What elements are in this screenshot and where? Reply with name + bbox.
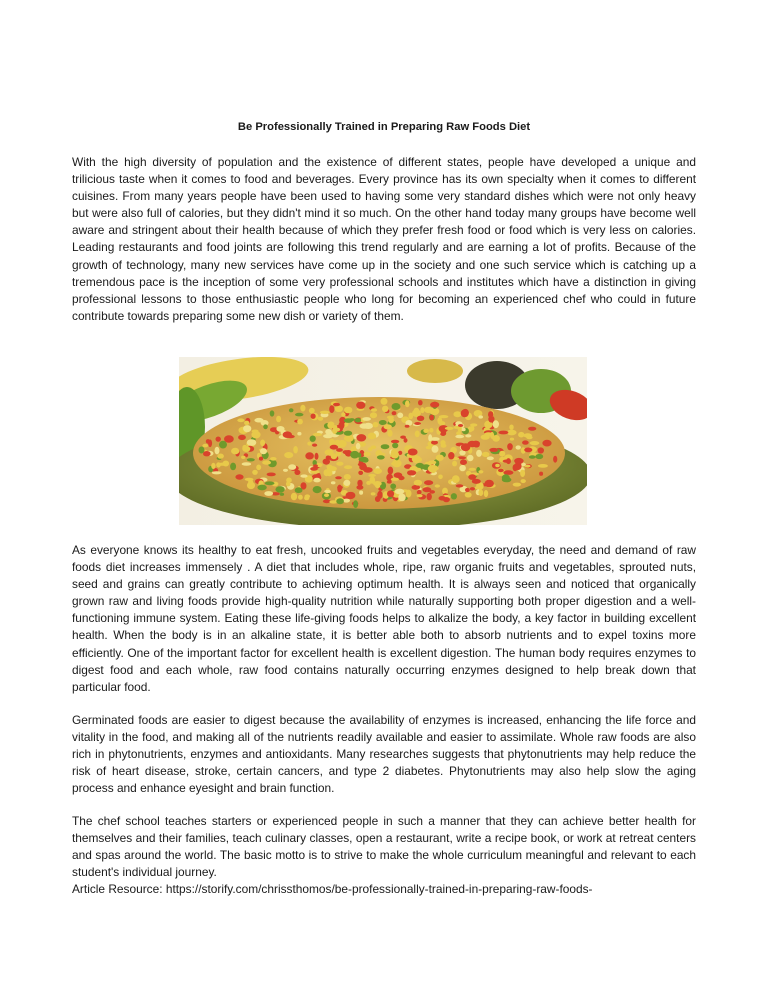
article-resource-link[interactable]: Article Resource: https://storify.com/chrissthomos/be-professionally-trained-in-preparing-raw-foods-	[72, 882, 593, 896]
paragraph-raw-diet: As everyone knows its healthy to eat fresh, uncooked fruits and vegetables everyday, the need and demand of raw foods diet increases immensely . A diet that includes whole, ripe, raw organic fruits and vegetables, sprouted nuts, seed and grains can greatly contribute to achieving optimum health. It is always seen and noticed that organically grown raw and living foods provide high-quality nutrition while naturally supporting both proper digestion and a well-functioning immune system. Eating these life-giving foods helps to alkalize the body, a key factor in building excellent health. When the body is in an alkaline state, it is better able both to absorb nutrients and to expel toxins more efficiently. One of the important factor for excellent health is excellent digestion. The human body requires enzymes to digest food and each whole, raw food contains naturally occurring enzymes designed to help break down that particular food.	[72, 543, 696, 694]
document-title: Be Professionally Trained in Preparing Raw Foods Diet	[237, 121, 531, 133]
salad-photo	[179, 357, 587, 525]
paragraph-chef-school: The chef school teaches starters or experienced people in such a manner that they can achieve better health for themselves and their families, teach culinary classes, open a restaurant, write a recipe book, or work at retreat centers and spas around the world. The basic motto is to strive to make the whole curriculum meaningful and relevant to each student's individual journey.	[72, 814, 696, 880]
paragraph-germinated-foods: Germinated foods are easier to digest because the availability of enzymes is increased, enhancing the life force and vitality in the food, and making all of the nutrients readily available and easier to assimilate. Whole raw foods are also rich in phytonutrients, enzymes and antioxidants. Many researches suggests that phytonutrients may help reduce the risk of heart disease, stroke, certain cancers, and type 2 diabetes. Phytonutrients may also help slow the aging process and enhance eyesight and brain function.	[72, 713, 696, 796]
raw-vegetable-salad-photo-icon	[179, 357, 587, 525]
paragraph-intro: With the high diversity of population and the existence of different states, people have developed a unique and trilicious taste when it comes to food and beverages. Every province has its own specialty when it comes to different cuisines. From many years people have been used to having some very standard dishes which were not only heavy but were also full of calories, but they didn't mind it so much. On the other hand today many groups have become well aware and stringent about their health because of which they prefer fresh food or food which is very less on calories. Leading restaurants and food joints are following this trend regularly and are earning a lot of profits. Because of the growth of technology, many new services have come up in the society and one such service which is catching up a tremendous pace is the inception of some very professional schools and institutes which have a distinction in giving professional lessons to those enthusiastic people who long for becoming an experienced chef who could in future contribute towards preparing some new dish or variety of them.	[72, 155, 696, 323]
